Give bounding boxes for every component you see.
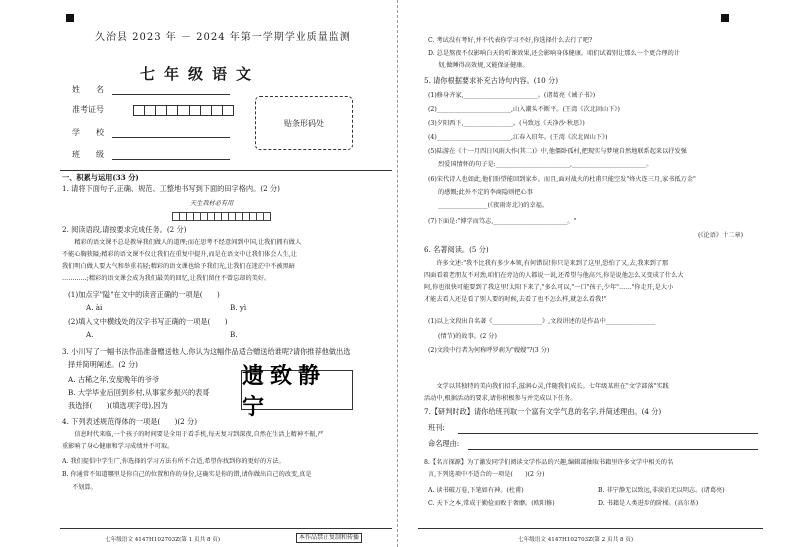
q3-text: 择并简明阐述。(2 分) xyxy=(68,360,138,369)
q5-item-source: (《论语》十二章) xyxy=(698,232,744,239)
page-code: 七年级语文 4147H102703Z(第 1 页共 8 页) xyxy=(105,537,221,543)
q4-paragraph: 信息时代来临,一个孩子的时间要是全用于看手机,每天复习到深夜,自然在生活上精神不振,严 xyxy=(62,431,324,438)
q6-text: 6. 名著阅读。(5 分) xyxy=(424,245,489,254)
class-field[interactable] xyxy=(112,159,230,160)
q2-option-a: A. ài xyxy=(86,303,103,312)
q3-text: 3. 小川写了一幅书法作品准备赠送他人,你认为这幅作品适合赠送给谁呢?请你推荐他做出选 xyxy=(62,347,351,356)
q3-choice: 我选择( )(填选项字母),因为 xyxy=(68,401,168,410)
q6-sub1: (1)以上文段出自名著《________________》,文段讲述的是作品中________________ xyxy=(428,318,656,325)
registration-mark-icon xyxy=(721,14,729,22)
q4-option-d: D. 总是熬夜不仅影响白天的听课效果,还会影响身体健康。咱们试着别让那么一个更合理的计 xyxy=(428,50,680,57)
q8-option-b: B. 非宁静无以致远,非淡泊无以明志。(诸葛亮) xyxy=(598,487,725,494)
q5-item: (6)宋代诗人也如此,他们盼望能回到家乡。而且,面对战火的杜甫只能空发"烽火连三月,家书抵万金" xyxy=(428,176,696,183)
q3-option-a: A. 古稀之年,安度晚年的爷爷 xyxy=(68,375,160,384)
q5-item: (5)陆游在《十一月四日风雨大作(其二)》中,他僵卧孤村,把现实与梦境自然地联系起来以抒发强 xyxy=(428,148,687,155)
q7-reason-label: 命名理由: xyxy=(428,439,460,448)
registration-mark-icon xyxy=(66,14,74,22)
q2-paragraph: 不能心胸狭隘;精彩的语文课不仅让我们在重复中提升,而是在语文中让我们体会人生,让 xyxy=(62,251,297,258)
q6-sub2: (2)文段中行者为何称呼罗刹为"嫂嫂"?(3 分) xyxy=(428,347,550,354)
q4-text: 4. 下列表述规范得体的一项是( )(2 分) xyxy=(62,417,198,426)
copyright-stamp: 本作品禁止复制和传播 xyxy=(296,533,362,543)
q2-sub1: (1)加点字"隘"在文中的读音正确的一项是( ) xyxy=(68,290,220,299)
q7-name-line[interactable] xyxy=(458,433,758,434)
section1-title: 一、积累与运用(33 分) xyxy=(62,173,139,182)
q8-text: 言,下列选项中不适合的一项是( )(2 分) xyxy=(428,471,545,478)
q5-item-cont: 的感慨;此外不定的李商隐则把心事 xyxy=(438,189,533,196)
q7-reason-line[interactable] xyxy=(468,449,758,450)
q2-text: 2. 阅读语段,请按要求完成任务。(2 分) xyxy=(62,225,187,234)
q5-item: (2)________________________,山入潮头不断平。(王湾《次北固山下》) xyxy=(428,106,620,113)
q2-paragraph: …………;精彩的语文课会成为我们最美的回忆,让我们留住不曾忘却的美好。 xyxy=(62,275,271,282)
q7-intro: 文学以其独特的美向我们招手,滋润心灵,伴随我们成长。七年级某班在"文学部落"实践 xyxy=(424,383,669,390)
q6-paragraph: 许多文述:"我不比我有多少本领,有何错误!你只是来到了这里,恐怕了又,去,我来到了那 xyxy=(424,260,669,267)
q1-text: 1. 请将下面句子,正确、规范、工整地书写到下面的田字格内。(2 分) xyxy=(62,184,280,193)
exam-title: 久治县 2023 年 － 2024 年第一学期学业质量监测 xyxy=(95,32,351,43)
q5-item: (7)下面是:"博学而笃志,________________________。" xyxy=(428,218,577,225)
footer-divider xyxy=(418,528,763,529)
name-field[interactable] xyxy=(112,94,230,95)
q4-option-b: B. 你通常不知道哪里是你自己的位置和你的身份,这确实是你的错,请你做出自己的改变,真是 xyxy=(62,471,312,478)
q7-intro: 活动中,根据活动的要求,请你积极参与并完成以下任务。 xyxy=(424,395,577,402)
q6-sub1-cont: (情节)的故事。(2 分) xyxy=(438,333,497,340)
name-label: 姓 名 xyxy=(72,85,104,94)
q1-writing-grid[interactable] xyxy=(172,212,270,221)
q5-item-cont: ________________(《夜雨寄北》)的幸福。 xyxy=(438,202,549,209)
q8-option-a: A. 读书破万卷,下笔如有神。(杜甫) xyxy=(428,487,524,494)
barcode-area xyxy=(255,96,353,150)
q2-paragraph: 我们明白做人要大气和举重若轻;精彩的语文课也给予我们光,让我们在迷茫中不被黑暗 xyxy=(62,263,295,270)
q6-paragraph: 才能去看人还是看了别人要的时候,去看了也不怎么样,就怎么看我!" xyxy=(424,296,607,303)
q2-sub2: (2)填入文中横线处的汉字书写正确的一项是( ) xyxy=(68,317,228,326)
q4-option-b-cont: 不划算。 xyxy=(72,484,97,491)
q5-text: 5. 请你根据要求补充古诗句内容。(10 分) xyxy=(424,76,558,85)
q2-option-b: B. yì xyxy=(230,303,247,312)
q8-text: 8.【名言探源】为了激发同学们阅读文学作品的兴趣,编辑部抽取书籍里许多文学中相关的名 xyxy=(424,459,674,466)
q8-option-c: C. 天下之本,常成于勤俭而败于奢靡。(欧阳修) xyxy=(428,500,555,507)
q6-paragraph: 阿,你也很快可能要到了我这里!太阳下来了,"多么可以,"一口"孩子,少年"……"你走开,是大小 xyxy=(424,284,674,291)
q2-option-a: A. xyxy=(86,330,94,339)
q5-item-cont: 烈爱国情怀的句子是:________________________,________________________。 xyxy=(438,161,653,168)
q1-handwritten: 天生我材必有用 xyxy=(190,200,234,207)
page-code: 七年级语文 4147H102703Z(第 2 页共 8 页) xyxy=(518,537,634,543)
q5-item: (3)夕阳西下,________________。(马致远《天净沙·秋思》) xyxy=(428,120,585,127)
q2-paragraph: 精彩的语文课不总是教导我们做人的道理;而在思考不经意间到中国,让我们拥有做人 xyxy=(62,239,302,246)
q2-option-b: B. xyxy=(230,330,238,339)
footer-divider xyxy=(60,528,392,529)
subject-title: 七年级语文 xyxy=(140,65,261,83)
q4-paragraph: 重影响了身心健康和学习成绩并不可取。 xyxy=(62,443,174,450)
q8-option-d: D. 书籍是人类进步的阶梯。(高尔基) xyxy=(598,500,699,507)
q4-option-a: A. 我们提倡中学生广,你选择的学习方法有所不合适,希望你找到你的更好的方法。 xyxy=(62,458,285,465)
q7-name-label: 班刊: xyxy=(428,423,445,432)
q5-item: (1)修身齐家,________________________。(诸葛亮《诫子书》) xyxy=(428,92,596,99)
school-label: 学 校 xyxy=(72,128,104,137)
q4-option-c: C. 考试没有考好,并不代表你学习不好,你选择什么去行了吧? xyxy=(428,37,593,44)
calligraphy-image: 遗致静宁 xyxy=(241,370,353,410)
right-page xyxy=(397,0,794,547)
exam-no-label: 准考证号 xyxy=(72,105,104,114)
barcode-label: 贴条形码处 xyxy=(284,118,324,128)
q4-option-d-cont: 划,做睡得高效规,又能保证健康。 xyxy=(438,62,529,69)
q5-item: (4)________________________,江春入旧年。(王湾《次北固山下》) xyxy=(428,134,608,141)
q7-text: 7.【研判时政】请你给班刊取一个富有文学气息的名字,并简述理由。(4 分) xyxy=(424,407,662,416)
divider xyxy=(60,170,392,171)
q3-option-b: B. 大学毕业后回到乡村,从事家乡振兴的表哥 xyxy=(68,388,210,397)
class-label: 班 级 xyxy=(72,150,104,159)
q6-paragraph: 四面看着老朋友不对劲,咱们在旁边的人都说一说,还希望与他高兴,你是说他怎么又变成了什么大 xyxy=(424,272,684,279)
exam-no-boxes[interactable] xyxy=(133,105,233,116)
school-field[interactable] xyxy=(112,137,230,138)
